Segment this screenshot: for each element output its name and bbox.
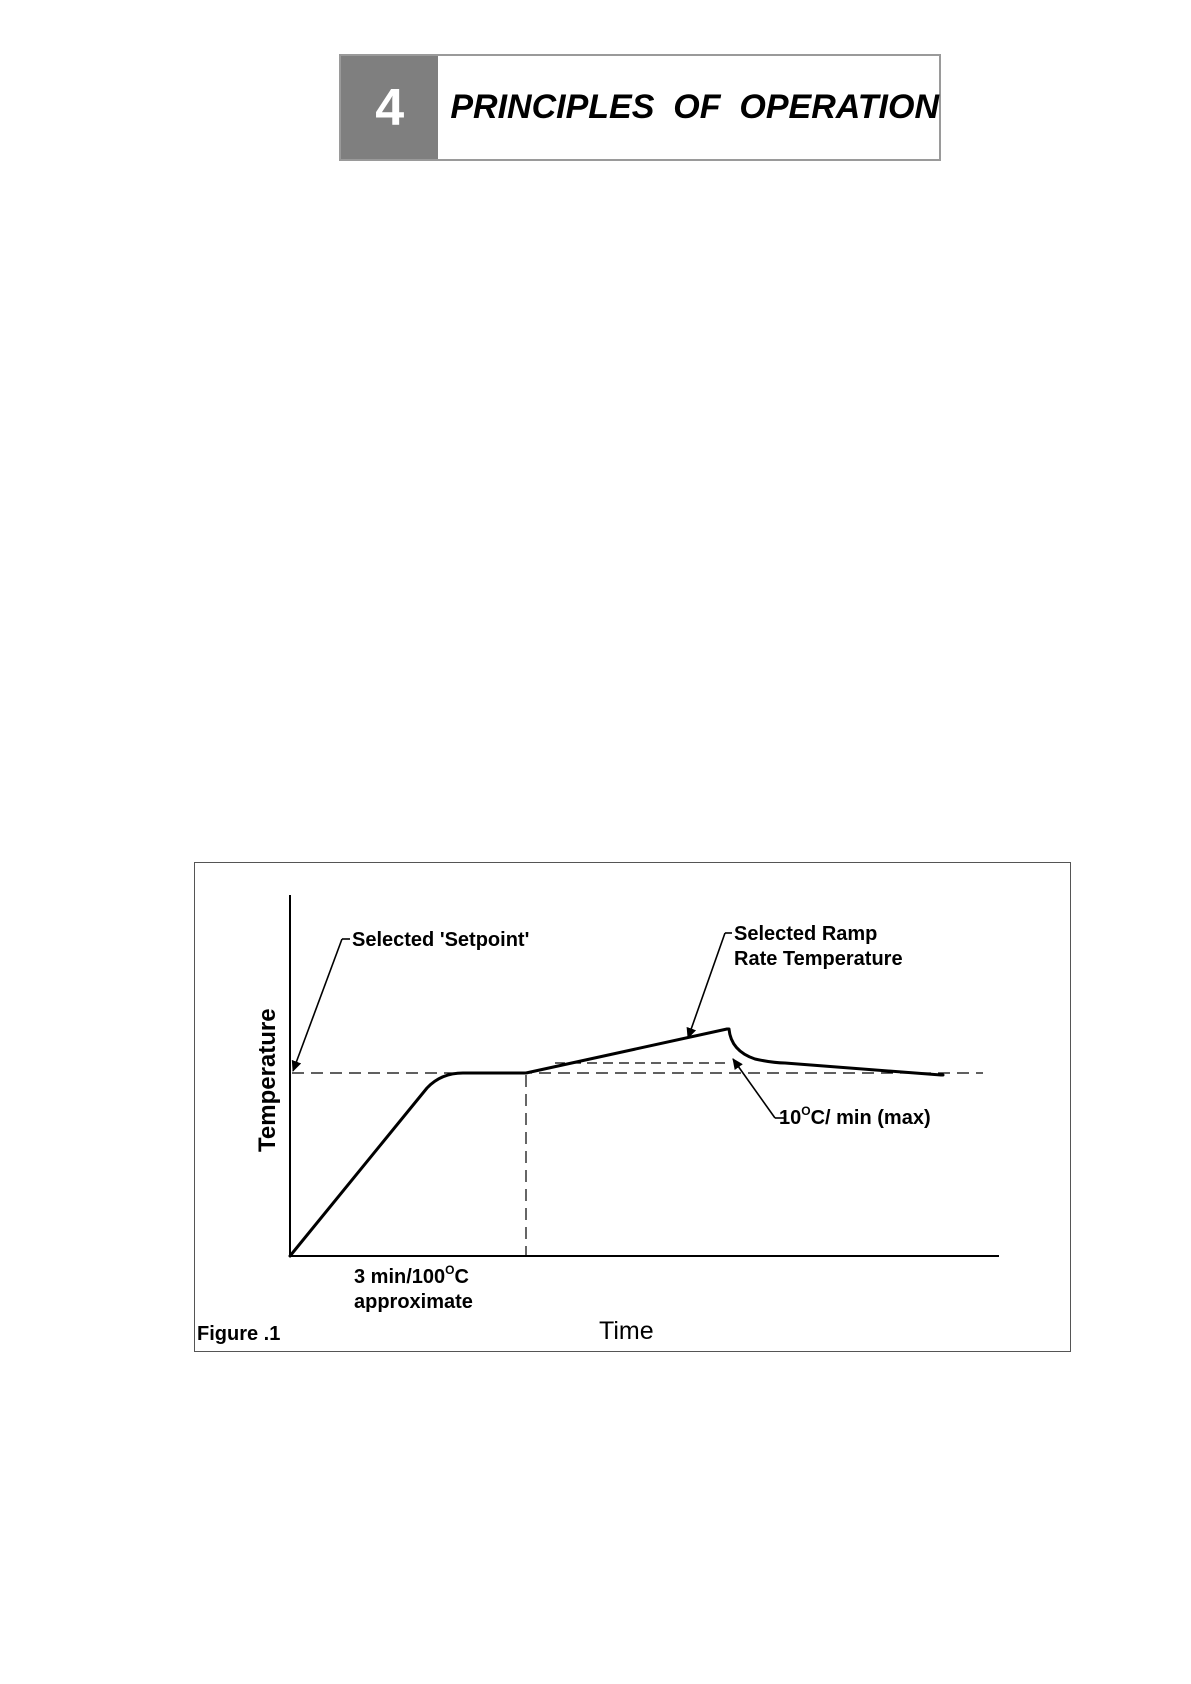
figure-frame [194, 862, 1071, 1352]
ramp-label-line2: Rate Temperature [734, 948, 903, 970]
chapter-heading [339, 54, 941, 161]
setpoint-label: Selected 'Setpoint' [352, 929, 530, 951]
y-axis-label: Temperature [254, 1008, 281, 1152]
heatup-rate-label: 3 $\min/100^OC$ [354, 1263, 469, 1288]
cooling-rate-label: $10^OC/$ min (max) [779, 1104, 931, 1129]
cooling-arrow-stem [733, 1059, 775, 1118]
figure-caption: Figure .1 [197, 1323, 281, 1345]
chapter-number: 4 [341, 56, 438, 159]
ramp-label-line1: Selected Ramp [734, 923, 878, 945]
ramp-arrow-stem [688, 933, 725, 1038]
temperature-time-diagram [195, 863, 1069, 1350]
temperature-profile-curve [290, 1029, 943, 1256]
x-axis-label: Time [599, 1317, 654, 1345]
heatup-rate-label-line2: approximate [354, 1291, 473, 1313]
chapter-title: PRINCIPLES OF OPERATION [450, 88, 939, 126]
setpoint-arrow-stem [293, 939, 342, 1071]
